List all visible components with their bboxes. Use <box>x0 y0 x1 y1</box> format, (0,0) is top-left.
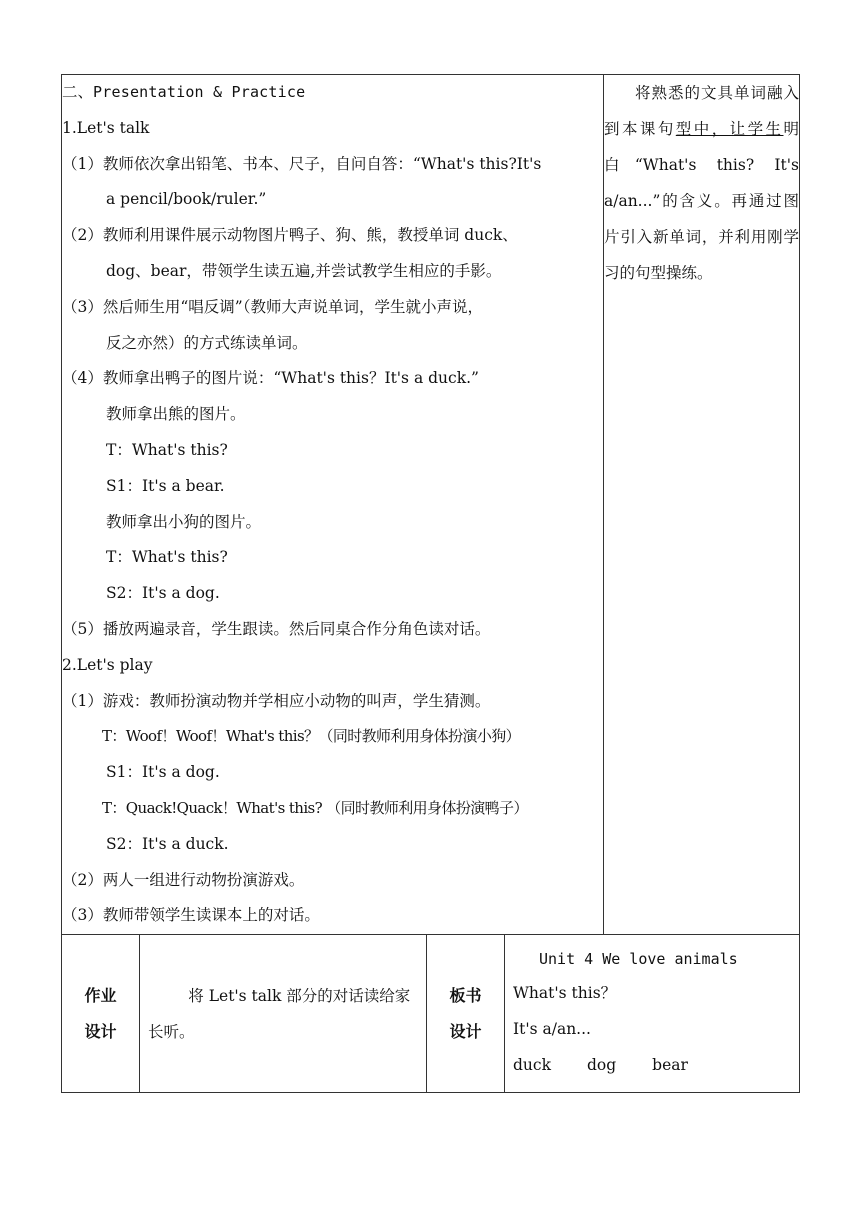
dialog-line: T：Woof！Woof！What's this？（同时教师利用身体扮演小狗） <box>102 727 521 746</box>
play-item-2: （2）两人一组进行动物扮演游戏。 <box>62 870 305 889</box>
lesson-table <box>61 74 800 935</box>
play-dialog <box>62 719 603 862</box>
board-word: dog <box>586 1056 617 1075</box>
dialog-line: 教师拿出小狗的图片。 <box>106 512 262 531</box>
homework-board-table <box>61 934 800 1093</box>
homework-label-cell <box>62 935 140 1093</box>
board-content-cell <box>505 935 800 1093</box>
dialog-line: T：What's this? <box>106 440 228 459</box>
lesson-plan-page <box>61 74 799 1093</box>
homework-content-cell <box>140 935 427 1093</box>
dialog-line: S2：It's a dog. <box>106 584 220 603</box>
board-label-cell <box>427 935 505 1093</box>
section-heading: 二、Presentation & Practice <box>62 83 306 101</box>
talk-dialog <box>62 397 603 612</box>
play-item-3: （3）教师带领学生读课本上的对话。 <box>62 906 320 925</box>
talk-title: 1.Let's talk <box>62 118 150 137</box>
play-item-1: （1）游戏：教师扮演动物并学相应小动物的叫声，学生猜测。 <box>62 691 491 710</box>
talk-item-3: （3）然后师生用“唱反调”（教师大声说单词，学生就小声说， 反之亦然）的方式练读单词。 <box>62 297 483 352</box>
talk-item-5: （5）播放两遍录音，学生跟读。然后同桌合作分角色读对话。 <box>62 619 491 638</box>
play-title: 2.Let's play <box>62 655 153 674</box>
dialog-line: S1：It's a dog. <box>106 763 220 782</box>
board-title: Unit 4 We love animals <box>539 950 738 969</box>
homework-text: 将 Let's talk 部分的对话读给家长听。 <box>148 986 411 1041</box>
talk-item-1: （1）教师依次拿出铅笔、书本、尺子，自问自答：“What's this?It's a pencil/book/ruler.” <box>62 154 542 209</box>
board-line-2: It's a/an... <box>513 1020 591 1039</box>
teaching-process-cell <box>62 75 604 935</box>
talk-item-2: （2）教师利用课件展示动物图片鸭子、狗、熊，教授单词 duck、 dog、bear，带领学生读五遍,并尝试教学生相应的手影。 <box>62 226 518 280</box>
dialog-line: T：Quack!Quack！What's this? （同时教师利用身体扮演鸭子） <box>102 798 528 817</box>
board-word: duck <box>513 1056 551 1075</box>
dialog-line: T：What's this? <box>106 548 228 567</box>
homework-label: 作业 设计 <box>84 985 117 1041</box>
board-words <box>513 1047 793 1083</box>
board-line-1: What's this？ <box>513 984 617 1003</box>
design-intent-cell <box>604 75 800 935</box>
dialog-line: S1：It's a bear. <box>106 476 225 495</box>
board-label: 板书 设计 <box>449 985 482 1041</box>
talk-item-4: （4）教师拿出鸭子的图片说：“What's this？It's a duck.” <box>62 369 479 388</box>
design-intent-note: 将熟悉的文具单词融入到本课句型中，让学生明白“What's this? It's a/an...”的含义。再通过图片引入新单词，并利用刚学习的句型操练。 <box>604 84 799 282</box>
dialog-line: 教师拿出熊的图片。 <box>106 405 246 424</box>
board-word: bear <box>652 1056 688 1075</box>
dialog-line: S2：It's a duck. <box>106 834 229 853</box>
